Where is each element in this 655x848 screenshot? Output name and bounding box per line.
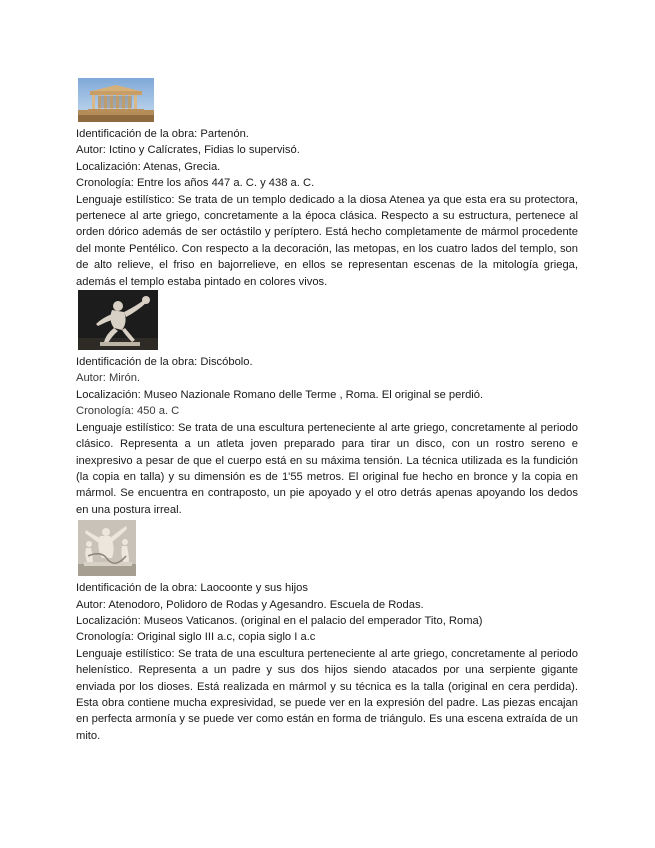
work-style-description: Lenguaje estilístico: Se trata de una escultura perteneciente al arte griego, concretamente al periodo helenístico. Representa a un padre y sus dos hijos siendo atacados por una serpiente gigante enviada por los dioses. Está realizada en mármol y su técnica es la talla (original en cera perdida). Esta obra contiene mucha expresividad, se puede ver en la expresión del padre. Las piezas encajan en perfecta armonía y se puede ver como están en forma de triángulo. Es una escena extraída de un mito. — [76, 647, 578, 742]
work-author: Autor: Atenodoro, Polidoro de Rodas y Agesandro. Escuela de Rodas. — [76, 598, 424, 611]
work-identification: Identificación de la obra: Laocoonte y sus hijos — [76, 582, 308, 595]
artwork-entry-laocoonte — [76, 520, 578, 744]
artwork-entry-partenon — [76, 78, 578, 290]
work-identification: Identificación de la obra: Discóbolo. — [76, 356, 253, 369]
work-chronology: Cronología: Entre los años 447 a. C. y 438 a. C. — [76, 177, 315, 190]
work-style-description: Lenguaje estilístico: Se trata de una escultura perteneciente al arte griego, concretamente al periodo clásico. Representa a un atleta joven preparado para tirar un disco, con un rostro sereno e inexpresivo a pesar de que el cuerpo está en su máxima tensión. La técnica utilizada es la fundición (la copia en talla) y su dimensión es de 1'55 metros. El original fue hecho en bronce y la copia en mármol. Se encuentra en contraposto, un pie apoyado y el otro detrás apenas apoyando los dedos en una postura irreal. — [76, 421, 578, 516]
work-location: Localización: Museos Vaticanos. (original en el palacio del emperador Tito, Roma) — [76, 614, 483, 627]
work-author: Autor: Mirón. — [76, 372, 141, 385]
work-location: Localización: Atenas, Grecia. — [76, 160, 221, 173]
work-identification: Identificación de la obra: Partenón. — [76, 128, 249, 140]
document-page — [76, 78, 578, 744]
work-chronology: Cronología: Original siglo III a.c, copia siglo I a.c — [76, 631, 316, 644]
work-location: Localización: Museo Nazionale Romano delle Terme , Roma. El original se perdió. — [76, 388, 484, 401]
work-style-description: Lenguaje estilístico: Se trata de un templo dedicado a la diosa Atenea ya que esta era su protectora, pertenece al arte griego, concretamente a la época clásica. Respecto a su estructura, pertenece al orden dórico además de ser octástilo y períptero. Está hecho completamente de mármol procedente del monte Pentélico. Con respecto a la decoración, las metopas, en los cuatro lados del templo, son de alto relieve, el friso en bajorrelieve, en ellos se representan escenas de la mitología griega, además el templo estaba pintado en colores vivos. — [76, 193, 578, 288]
work-chronology: Cronología: 450 a. C — [76, 405, 180, 418]
artwork-entry-discobolo — [76, 290, 578, 518]
parthenon-photo-icon — [78, 78, 154, 122]
work-author: Autor: Ictino y Calícrates, Fidias lo supervisó. — [76, 144, 300, 157]
discobolus-photo-icon — [78, 290, 158, 350]
laocoon-photo-icon — [78, 520, 136, 576]
